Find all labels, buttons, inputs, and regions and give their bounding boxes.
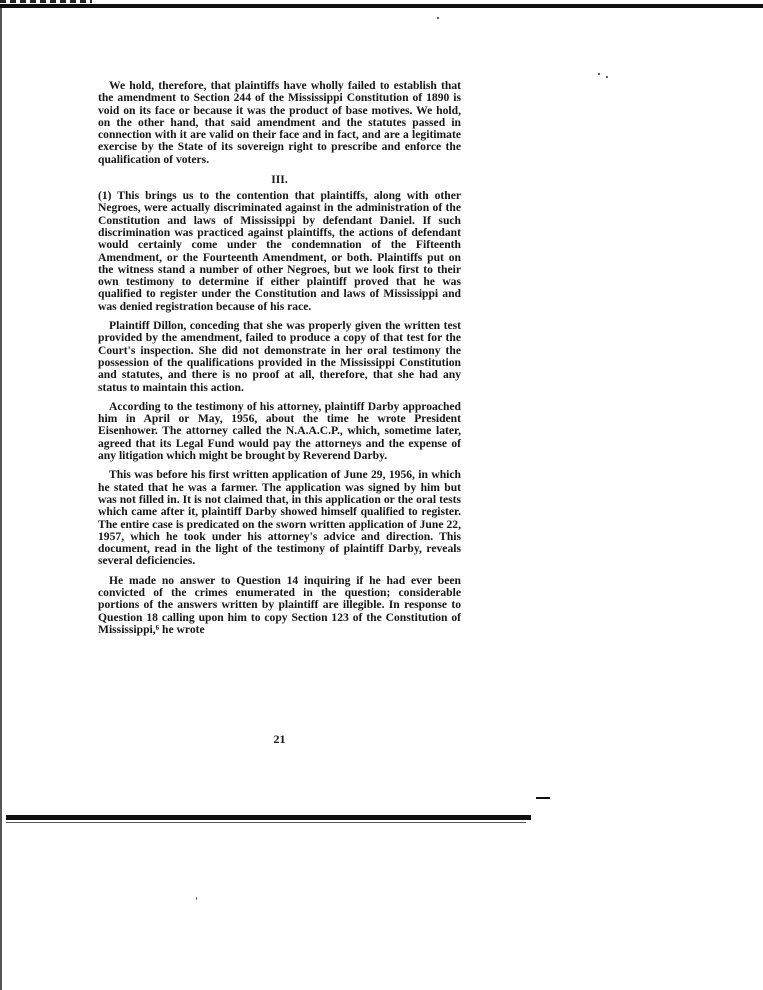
scan-speck: [598, 73, 600, 75]
paragraph: Plaintiff Dillon, conceding that she was properly given the written test provided by the amendment, failed to produce a copy of that test for the Court's inspection. She did not demonstrate in her oral testimony the possession of the qualifications provided in the Mississippi Constitution and statutes, and there is no proof at all, therefore, that she had any status to maintain this action.: [98, 319, 461, 394]
scan-speck: [196, 897, 197, 900]
document-page: [98, 80, 461, 643]
paragraph: According to the testimony of his attorney, plaintiff Darby approached him in April or May, 1956, about the time he wrote President Eisenhower. The attorney called the N.A.A.C.P., which, sometime later, agreed that its Legal Fund would pay the attorneys and the expense of any litigation which might be brought by Reverend Darby.: [98, 399, 461, 463]
scan-artifact-dash: [536, 797, 550, 799]
scan-edge-bottom-thin: [6, 822, 526, 823]
scan-edge-bottom: [6, 815, 531, 820]
paragraph: We hold, therefore, that plaintiffs have wholly failed to establish that the amendment to Section 244 of the Mississippi Constitution of 1890 is void on its face or because it was the product of base motives. We hold, on the other hand, that said amendment and the statutes passed in connection with it are valid on their face and in fact, and are a legitimate exercise by the State of its sovereign right to prescribe and enforce the qualification of voters.: [98, 79, 461, 166]
scan-speck: [606, 76, 608, 78]
scan-artifact-top-left: [0, 0, 92, 3]
scan-edge-left: [0, 8, 2, 990]
paragraph: He made no answer to Question 14 inquiring if he had ever been convicted of the crimes enumerated in the question; considerable portions of the answers written by plaintiff are illegible. In response to Question 18 calling upon him to copy Section 123 of the Constitution of Mississippi,⁶ he wrote: [98, 573, 461, 636]
scan-speck: [437, 17, 439, 19]
scan-edge-top: [0, 4, 763, 8]
paragraph: This was before his first written application of June 29, 1956, in which he stated that he was a farmer. The application was signed by him but was not filled in. It is not claimed that, in this application or the oral tests which came after it, plaintiff Darby showed himself qualified to register. The entire case is predicated on the sworn written application of June 22, 1957, which he took under his attorney's advice and direction. This document, read in the light of the testimony of plaintiff Darby, reveals several deficiencies.: [98, 468, 461, 568]
page-number: 21: [273, 732, 286, 746]
section-heading: III.: [271, 173, 288, 187]
paragraph: (1) This brings us to the contention that plaintiffs, along with other Negroes, were actually discriminated against in the administration of the Constitution and laws of Mississippi by defendant Daniel. If such discrimination was practiced against plaintiffs, the actions of defendant would certainly come under the condemnation of the Fifteenth Amendment, or the Fourteenth Amendment, or both. Plaintiffs put on the witness stand a number of other Negroes, but we look first to their own testimony to determine if either plaintiff proved that he was qualified to register under the Constitution and laws of Mississippi and was denied registration because of his race.: [98, 189, 461, 313]
